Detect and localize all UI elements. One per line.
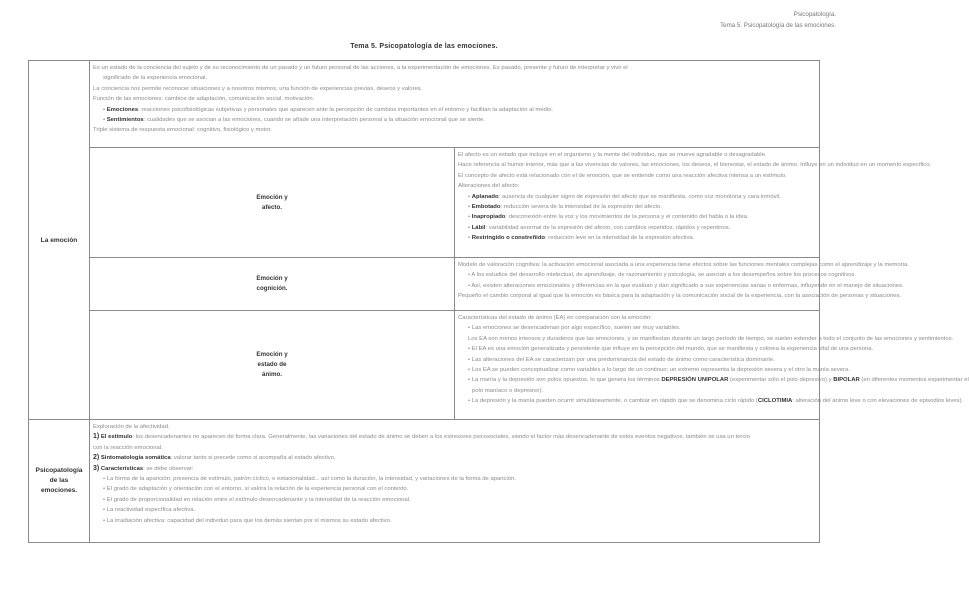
animo-line: Los EA son menos intensos y duraderos que las emociones, y se manifiestan durante un largo período de tiempo, se suelen extender a todo el conjunto de las emociones y sentimientos. — [468, 335, 954, 342]
cognicion-line: Modelo de valoración cognitiva: la activación emocional asociada a una experiencia tiene efectos sobre las funciones mentales complejas como el aprendizaje y la memoria. — [458, 262, 909, 268]
point-estimulo-cont: con la reacción emocional. — [93, 444, 163, 451]
sub-label-afecto: Emoción y afecto. — [90, 148, 455, 258]
section-cognicion-row — [29, 258, 820, 311]
psicopatologia-cell — [90, 420, 820, 543]
page-title: Tema 5. Psicopatología de las emociones. — [350, 43, 498, 50]
sub-label-cognicion: Emoción y cognición. — [90, 258, 455, 311]
cognicion-line: • Así, existen alteraciones emocionales y diferencias en la que evalúan y dan significado a sus experiencias sanas o enfermas, influyendo en el manejo de situaciones. — [468, 282, 904, 289]
section-emocion-intro-row — [29, 61, 820, 148]
afecto-line: El afecto es un estado que incluye en el organismo y la mente del individuo, que se mueve agradable o desagradable. — [458, 152, 767, 158]
section-psicopatologia-row — [29, 420, 820, 543]
section-afecto-row — [29, 148, 820, 258]
intro-line: significado de la experiencia emocional. — [103, 75, 208, 82]
animo-line: • Los EA se pueden conceptualizar como variables a lo largo de un continuo: un extremo representa la depresión severa y el otro la manía severa. — [468, 367, 850, 374]
afecto-line: Hace referencia al humor interior, más que a las vivencias de valores, las emociones, los deseos, el bienestar, el estado de ánimo. Influye en un individuo en un momento específico. — [458, 162, 932, 169]
intro-line: Es un estado de la conciencia del sujeto y de su reconocimiento de un pasado y un futuro personal de las acciones, a la experimentación de emociones. Es pasado, presente y futuro de interpretar y vivir el — [93, 65, 628, 71]
caracteristica-item: • El grado de adaptación y orientación con el entorno, si valora la relación de la experiencia personal con el contexto. — [103, 486, 409, 493]
afecto-item-embotado: • Embotado: reducción severa de la intensidad de la expresión del afecto. — [468, 204, 662, 211]
animo-line: • Las emociones se desencadenan por algo específico, suelen ser muy variables. — [468, 325, 681, 332]
sub-label-animo: Emoción y estado de ánimo. — [90, 311, 455, 420]
caracteristica-item: • La reactividad específica afectiva. — [103, 507, 196, 514]
header-topic: Tema 5. Psicopatología de las emociones. — [720, 22, 836, 29]
point-sintomatologia: 2) Sintomatología somática: valorar tanto si precede como si acompaña al estado afectivo. — [93, 454, 336, 462]
animo-line: • El EA es una emoción generalizada y persistente que influye en la percepción del mundo, que se manifiesta y colorea la experiencia vital de una persona. — [468, 346, 874, 353]
content-table — [28, 60, 969, 543]
bullet-emociones: • Emociones: reacciones psicofisiológicas subjetivas y personales que aparecen ante la percepción de cambios importantes en el entorno y facilitan la adaptación al medio. — [103, 106, 554, 113]
afecto-item-restringido: • Restringido o constreñido: reducción leve en la intensidad de la expresión afectiva. — [468, 235, 695, 242]
cognicion-line: • A los estudios del desarrollo intelectual, de aprendizaje, de razonamiento y psicología, se asocian a los desempeños sobre los procesos cognitivos. — [468, 272, 857, 279]
section-animo-row — [29, 311, 820, 420]
afecto-item-labil: • Lábil: variabilidad anormal de la expresión del afecto, con cambios repetidos, rápidos y repentinos. — [468, 224, 731, 231]
cognicion-line: Pequeño el cambio corporal al igual que la emoción es básica para la adaptación y la comunicación social de la experiencia, con la asociación de personas y situaciones. — [458, 293, 902, 300]
intro-line: La conciencia nos permite reconocer situaciones y a nosotros mismos, una función de experiencias previas, deseos y valores. — [93, 85, 423, 92]
section-label-psicopatologia: Psicopatología de las emociones. — [29, 420, 90, 543]
header-subject: Psicopatología. — [793, 11, 836, 18]
caracteristica-item: • La forma de la aparición: presencia de estímulo, patrón cíclico, o estacionalidad... así como la duración, la intensidad, y variaciones de la forma de aparición. — [103, 476, 517, 483]
animo-cell — [455, 311, 969, 420]
exploration-intro: Exploración de la afectividad. — [93, 424, 170, 430]
point-estimulo: 1) El estímulo: los desencadenantes no aparecen de forma clara. Generalmente, las variaciones del estado de ánimo se deben a los estresores psicosociales, siendo el factor más desencadenante de estos eventos negativos, también se usa un tercio — [93, 433, 750, 441]
animo-line: Características del estado de ánimo (EA) en comparación con la emoción: — [458, 315, 652, 321]
afecto-item-aplanado: • Aplanado: ausencia de cualquier signo de expresión del afecto que se manifiesta, como voz monótona y cara inmóvil. — [468, 193, 781, 200]
emocion-intro-cell — [90, 61, 820, 148]
triple-system-line: Triple sistema de respuesta emocional: cognitivo, fisiológico y motor. — [93, 127, 272, 134]
cognicion-cell — [455, 258, 909, 311]
caracteristica-item: • El grado de proporcionalidad en relación entre el estímulo desencadenante y la intensidad de la reacción emocional. — [103, 496, 411, 503]
point-caracteristicas: 3) Características: se debe observar: — [93, 464, 194, 472]
afecto-item-inapropiado: • Inapropiado: desconexión entre la voz y los movimientos de la persona y el contenido del habla o la idea. — [468, 214, 749, 221]
animo-line: • Las alteraciones del EA se caracterizan por una predominancia del estado de ánimo como característica dominante. — [468, 356, 775, 363]
bullet-sentimientos: • Sentimientos: cualidades que se asocian a las emociones, cuando se añade una interpretación personal a la situación emocional que se siente. — [103, 117, 485, 124]
afecto-cell — [455, 148, 932, 258]
afecto-line: Alteraciones del afecto: — [458, 183, 520, 190]
intro-line: Función de las emociones: cambios de adaptación, comunicación social, motivación. — [93, 96, 315, 103]
animo-line: polo maníaco o depresivo). — [472, 387, 544, 394]
afecto-line: El concepto de afecto está relacionado con el de emoción, que se entiende como una reacción afectiva intensa a un estímulo. — [458, 172, 787, 179]
caracteristica-item: • La irradiación afectiva: capacidad del individuo para que los demás sientan por sí mismos su estado afectivo. — [103, 517, 392, 524]
animo-line-ciclotimia: • La depresión y la manía pueden ocurrir simultáneamente, o cambiar en rápido que se denomina ciclo rápido (CICLOTIMIA: alteración del ánimo leve o con elevaciones de episodios leves). — [468, 398, 964, 405]
animo-line-unipolar-bipolar: • La manía y la depresión son polos opuestos, lo que genera los términos DEPRESIÓN UNIPOLAR (experimentar sólo el polo depresivo) y BIPOLAR (en diferentes momentos experimentar el — [468, 377, 969, 384]
section-label-emocion: La emoción — [29, 61, 90, 420]
